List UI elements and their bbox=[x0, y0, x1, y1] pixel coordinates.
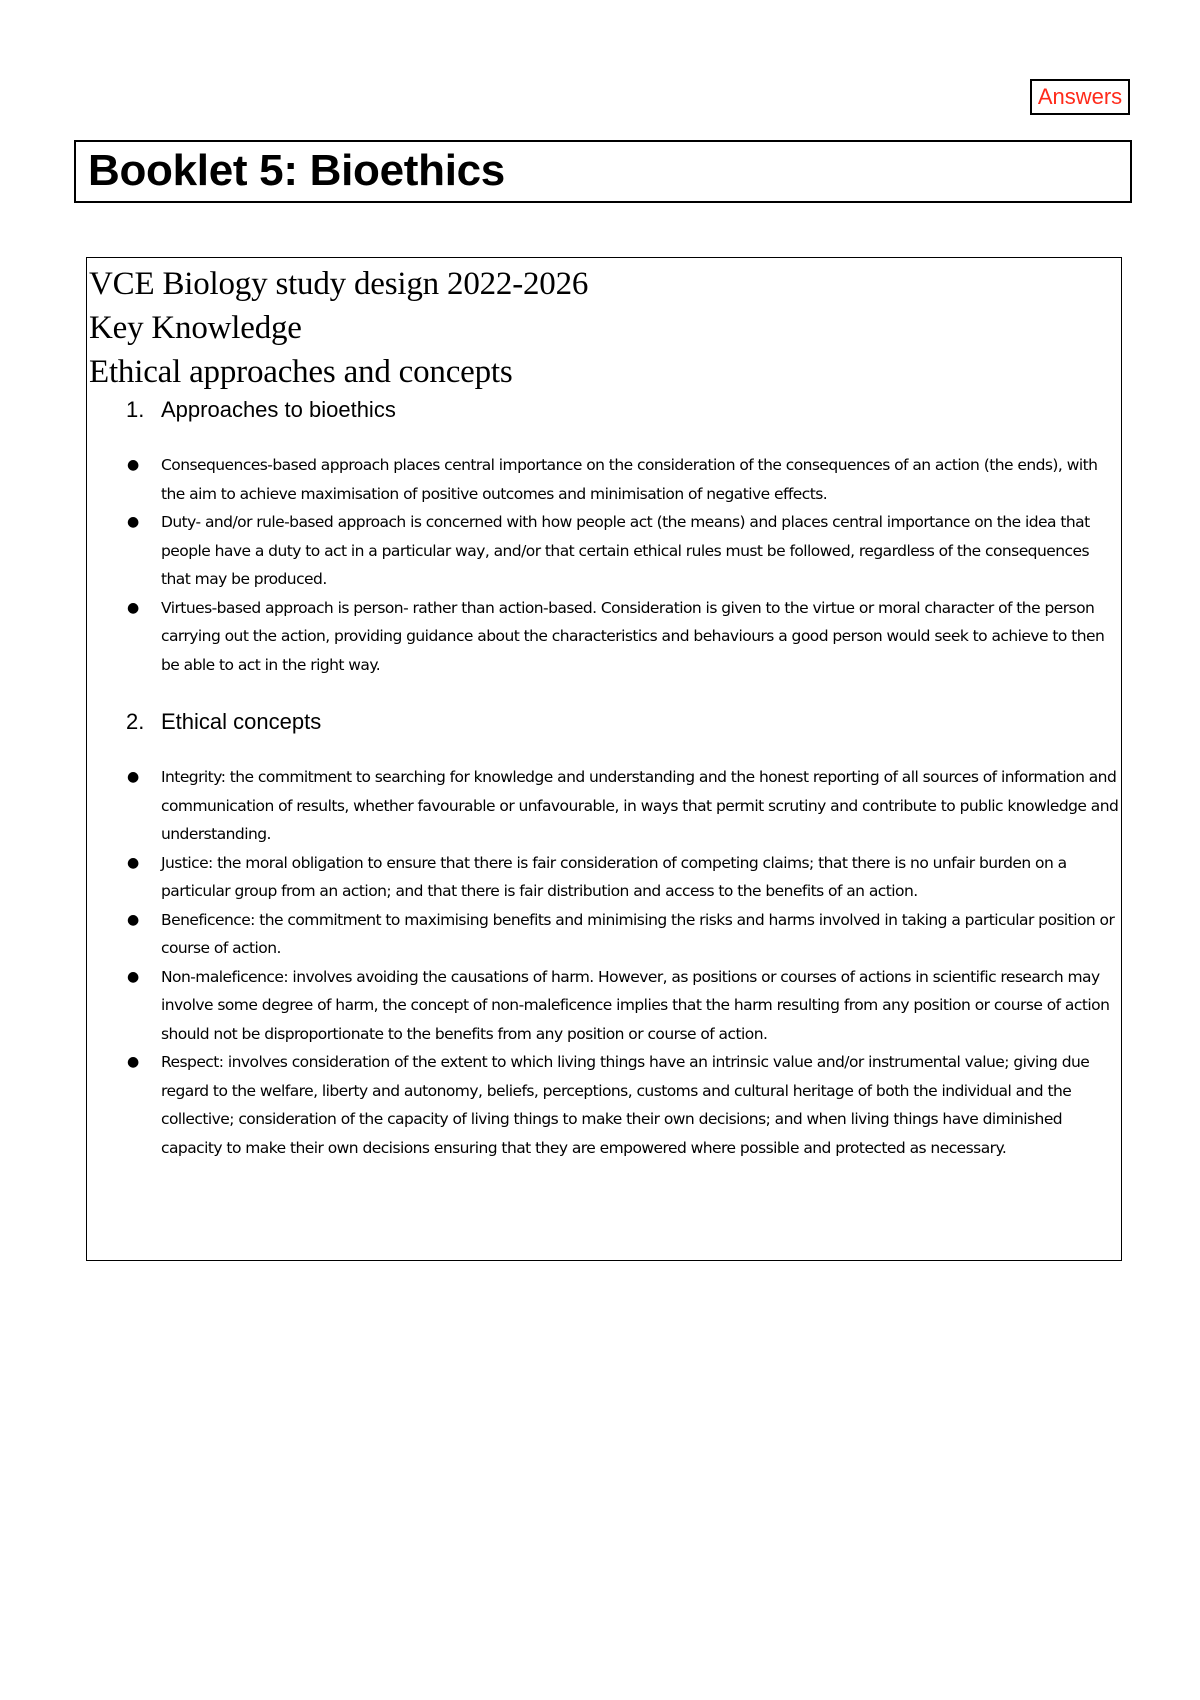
list-item bbox=[87, 594, 1123, 680]
key-knowledge-box bbox=[86, 257, 1122, 1261]
section-heading-approaches bbox=[126, 396, 396, 424]
list-item-text: Justice: the moral obligation to ensure that there is fair consideration of competing claims; that there is no unfair burden on a particular group from an action; and that there is fair distribution and access to the benefits of an action. bbox=[161, 853, 1067, 900]
section-title: Ethical concepts bbox=[161, 709, 322, 734]
list-item-text: Integrity: the commitment to searching for knowledge and understanding and the honest reporting of all sources of information and communication of results, whether favourable or unfavourable, in ways that permit scrutiny and contribute to public knowledge and understanding. bbox=[161, 768, 1119, 843]
study-design-heading: VCE Biology study design 2022-2026 bbox=[89, 266, 589, 302]
bullet-icon: ● bbox=[127, 769, 139, 785]
list-item bbox=[87, 508, 1123, 594]
section-heading-concepts bbox=[126, 708, 321, 736]
title-box bbox=[74, 140, 1132, 203]
list-item-text: Respect: involves consideration of the extent to which living things have an intrinsic value and/or instrumental value; giving due regard to the welfare, liberty and autonomy, beliefs, perceptions, customs and cultural heritage of both the individual and the collective; consideration of the capacity of living things to make their own decisions; and when living things have diminished capacity to make their own decisions ensuring that they are empowered where possible and protected as necessary. bbox=[161, 1053, 1090, 1157]
bullet-icon: ● bbox=[127, 968, 139, 985]
list-item bbox=[87, 1048, 1123, 1162]
list-item bbox=[87, 451, 1123, 508]
section-title: Approaches to bioethics bbox=[161, 397, 396, 422]
bullet-icon: ● bbox=[127, 514, 139, 530]
list-item-text: Non-maleficence: involves avoiding the causations of harm. However, as positions or courses of actions in scientific research may involve some degree of harm, the concept of non-maleficence implies that the harm resulting from any position or course of action should not be disproportionate to the benefits from any position or course of action. bbox=[161, 967, 1110, 1043]
list-item-text: Duty- and/or rule-based approach is concerned with how people act (the means) and places central importance on the idea that people have a duty to act in a particular way, and/or that certain ethical rules must be followed, regardless of the consequences that may be produced. bbox=[161, 513, 1090, 588]
bullet-icon: ● bbox=[127, 854, 139, 871]
list-item bbox=[87, 906, 1123, 963]
page-title: Booklet 5: Bioethics bbox=[88, 146, 505, 195]
list-item bbox=[87, 763, 1123, 849]
bullet-icon: ● bbox=[127, 457, 139, 473]
bullet-icon: ● bbox=[127, 911, 139, 928]
approaches-list bbox=[87, 451, 1123, 679]
key-knowledge-heading: Key Knowledge bbox=[89, 310, 302, 346]
list-item-text: Consequences-based approach places central importance on the consideration of the consequences of an action (the ends), with the aim to achieve maximisation of positive outcomes and minimisation of negative effects. bbox=[161, 456, 1098, 503]
list-item-text: Beneficence: the commitment to maximising benefits and minimising the risks and harms involved in taking a particular position or course of action. bbox=[161, 910, 1115, 957]
bullet-icon: ● bbox=[127, 599, 139, 616]
list-item bbox=[87, 849, 1123, 906]
section-number: 1. bbox=[126, 397, 145, 422]
concepts-list bbox=[87, 763, 1123, 1162]
list-item bbox=[87, 963, 1123, 1049]
bullet-icon: ● bbox=[127, 1054, 139, 1070]
section-number: 2. bbox=[126, 709, 145, 734]
topic-heading: Ethical approaches and concepts bbox=[89, 354, 513, 390]
list-item-text: Virtues-based approach is person- rather than action-based. Consideration is given to the virtue or moral character of the person carrying out the action, providing guidance about the characteristics and behaviours a good person would seek to achieve to then be able to act in the right way. bbox=[161, 598, 1105, 674]
answers-tag: Answers bbox=[1030, 79, 1130, 115]
